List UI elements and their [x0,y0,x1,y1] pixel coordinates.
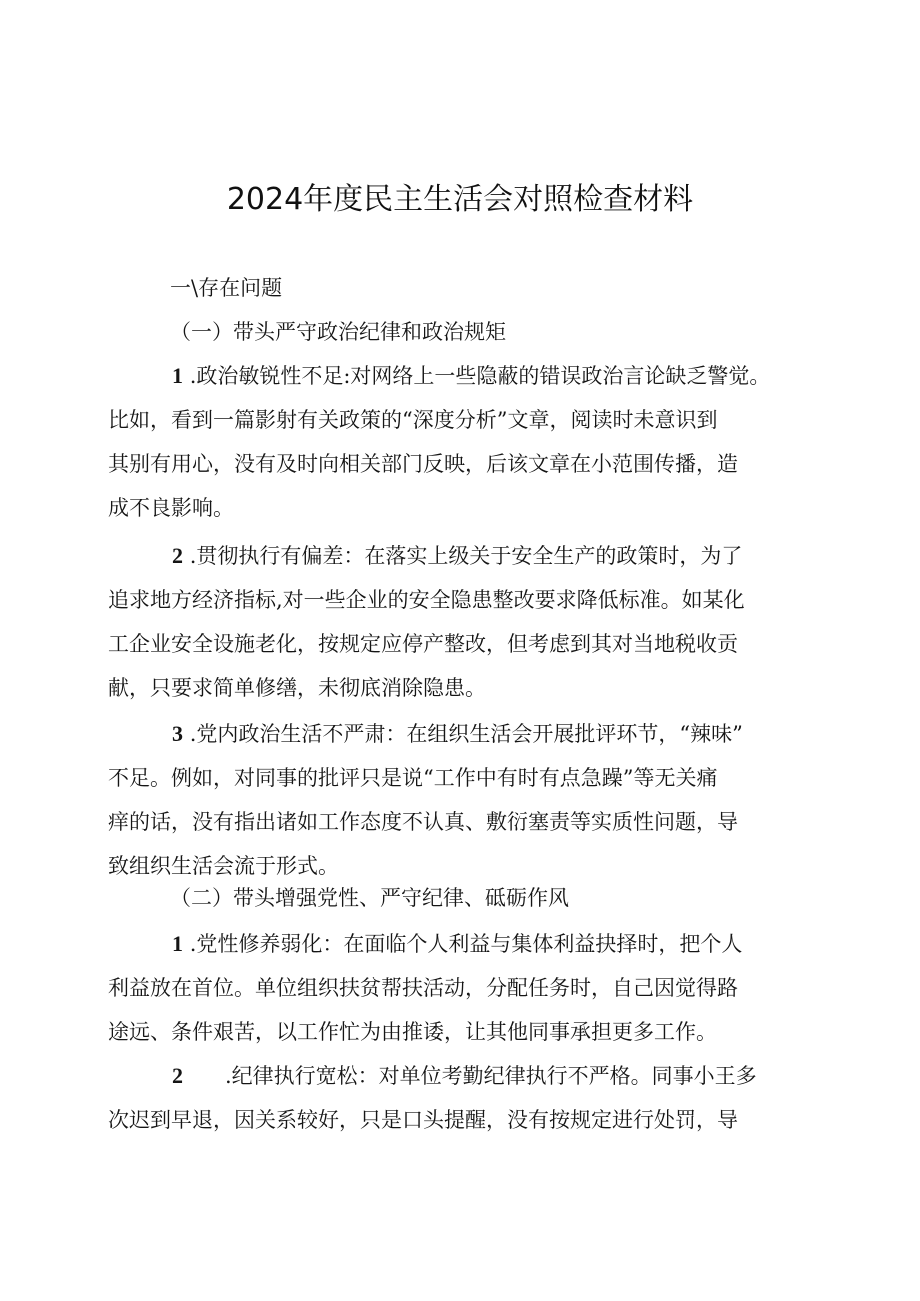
paragraph-line [108,1100,738,1140]
paragraph-line [108,444,738,484]
item-number: 3 [172,721,183,746]
item-number: 1 [172,931,183,956]
item-number: 1 [172,363,183,388]
paragraph-line [108,968,738,1008]
item-number: 2 [172,543,183,568]
item-number: 2 [172,1063,183,1088]
paragraph-line [108,668,486,708]
paragraph-line [108,400,717,440]
list-item-heading [172,1056,757,1096]
list-item-heading [172,924,742,964]
line-text: 成不良影响。 [108,496,234,520]
line-text: .纪律执行宽松：对单位考勤纪律执行不严格。同事小王多 [225,1064,757,1088]
line-text: 比如，看到一篇影射有关政策的“深度分析”文章，阅读时未意识到 [108,408,718,432]
line-text: 利益放在首位。单位组织扶贫帮扶活动，分配任务时，自己因觉得路 [108,976,738,1000]
line-text: 不足。例如，对同事的批评只是说“工作中有时有点急躁”等无关痛 [108,766,718,790]
section-heading-problems [170,268,282,308]
line-text: 献，只要求简单修缮，未彻底消除隐患。 [108,676,486,700]
line-text: 次迟到早退，因关系较好，只是口头提醒，没有按规定进行处罚，导 [108,1108,738,1132]
line-text: 一\存在问题 [170,276,283,300]
paragraph-line [108,580,745,620]
list-item-heading [172,536,742,576]
line-text: 其别有用心，没有及时向相关部门反映，后该文章在小范围传播，造 [108,452,738,476]
line-text: 工企业安全设施老化，按规定应停产整改，但考虑到其对当地税收贡 [108,632,738,656]
line-text: .党内政治生活不严肃：在组织生活会开展批评环节，“辣味” [189,722,743,746]
line-text: 痒的话，没有指出诸如工作态度不认真、敷衍塞责等实质性问题，导 [108,810,738,834]
line-text: （二）带头增强党性、严守纪律、砥砺作风 [170,886,569,910]
line-text: 致组织生活会流于形式。 [108,854,339,878]
list-item-heading [172,356,770,396]
paragraph-line [108,1012,717,1052]
document-title: 2024年度民主生活会对照检查材料 [226,182,694,217]
list-item-heading [172,714,743,754]
line-text: .贯彻执行有偏差：在落实上级关于安全生产的政策时，为了 [189,544,743,568]
subsection-heading-2 [170,878,569,918]
line-text: （一）带头严守政治纪律和政治规矩 [170,320,506,344]
subsection-heading-1 [170,312,506,352]
line-text: .党性修养弱化：在面临个人利益与集体利益抉择时，把个人 [189,932,743,956]
line-text: 途远、条件艰苦，以工作忙为由推诿，让其他同事承担更多工作。 [108,1020,717,1044]
paragraph-line [108,758,717,798]
paragraph-line [108,488,234,528]
paragraph-line [108,802,738,842]
paragraph-line [108,624,738,664]
line-text: 追求地方经济指标,对一些企业的安全隐患整改要求降低标准。如某化 [108,588,745,612]
line-text: .政治敏锐性不足:对网络上一些隐蔽的错误政治言论缺乏警觉。 [189,364,771,388]
